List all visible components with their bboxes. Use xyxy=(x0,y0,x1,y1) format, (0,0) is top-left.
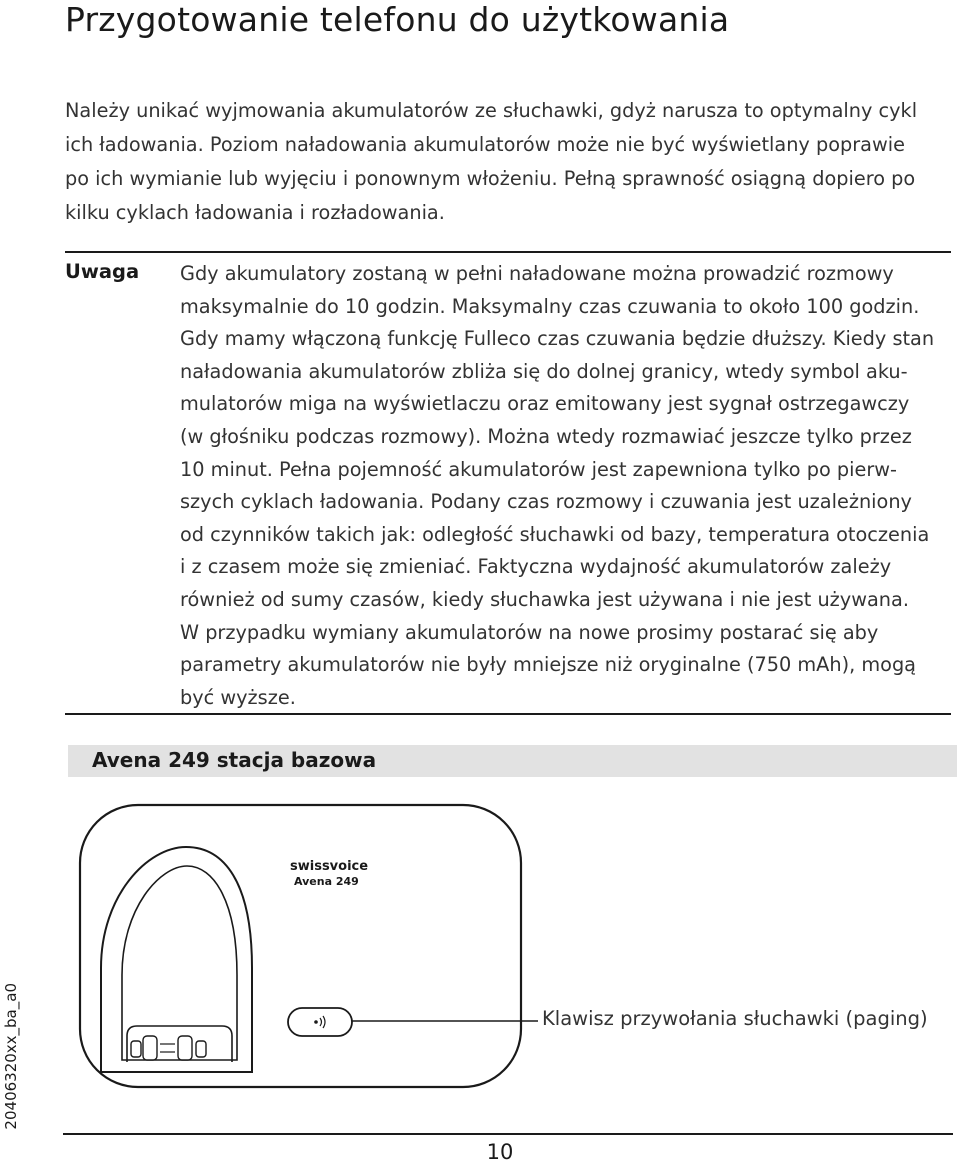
model-logo: Avena 249 xyxy=(294,875,359,888)
note-line: parametry akumulatorów nie były mniejsze niż oryginalne (750 mAh), mogą xyxy=(180,653,917,677)
note-line: szych cyklach ładowania. Podany czas rozmowy i czuwania jest uzależniony xyxy=(180,490,912,514)
note-line: od czynników takich jak: odległość słuchawki od bazy, temperatura otoczenia xyxy=(180,522,930,546)
note-line: i z czasem może się zmieniać. Faktyczna wydajność akumulatorów zależy xyxy=(180,555,892,579)
charging-contact-right xyxy=(196,1041,206,1057)
charging-contact-right-inner xyxy=(178,1036,192,1060)
charging-contact-left xyxy=(131,1041,141,1057)
page-footer-rule xyxy=(63,1133,953,1135)
note-line: Gdy akumulatory zostaną w pełni naładowane można prowadzić rozmowy xyxy=(180,262,894,285)
callout-label: Klawisz przywołania słuchawki (paging) xyxy=(542,1007,928,1030)
charging-contact-left-inner xyxy=(143,1036,157,1060)
intro-line: Należy unikać wyjmowania akumulatorów ze słuchawki, gdyż narusza to optymalny cykl xyxy=(65,99,918,122)
page-title: Przygotowanie telefonu do użytkowania xyxy=(65,0,730,39)
note-line: 10 minut. Pełna pojemność akumulatorów jest zapewniona tylko po pierw- xyxy=(180,457,897,481)
intro-line: ich ładowania. Poziom naładowania akumulatorów może nie być wyświetlany poprawie xyxy=(65,133,905,156)
note-line: maksymalnie do 10 godzin. Maksymalny czas czuwania to około 100 godzin. xyxy=(180,294,920,318)
paging-button xyxy=(288,1008,352,1036)
note-line: być wyższe. xyxy=(180,685,296,709)
side-document-code: 20406320xx_ba_a0 xyxy=(2,983,20,1130)
note-line: naładowania akumulatorów zbliża się do dolnej granicy, wtedy symbol aku- xyxy=(180,359,908,383)
note-line: mulatorów miga na wyświetlaczu oraz emitowany jest sygnał ostrzegawczy xyxy=(180,392,910,416)
intro-line: kilku cyklach ładowania i rozładowania. xyxy=(65,201,445,224)
note-line: również od sumy czasów, kiedy słuchawka jest używana i nie jest używana. xyxy=(180,587,909,611)
intro-line: po ich wymianie lub wyjęciu i ponownym włożeniu. Pełną sprawność osiągną dopiero po xyxy=(65,167,916,190)
note-line: (w głośniku podczas rozmowy). Można wtedy rozmawiać jeszcze tylko przez xyxy=(180,424,912,448)
note-label: Uwaga xyxy=(65,260,140,283)
paging-sound-icon xyxy=(314,1020,318,1024)
note-line: Gdy mamy włączoną funkcję Fulleco czas czuwania będzie dłuższy. Kiedy stan xyxy=(180,327,935,351)
brand-logo: swissvoice xyxy=(290,859,369,874)
section-title: Avena 249 stacja bazowa xyxy=(92,748,377,772)
note-line: W przypadku wymiany akumulatorów na nowe prosimy postarać się aby xyxy=(180,620,879,644)
page-number: 10 xyxy=(486,1140,514,1164)
